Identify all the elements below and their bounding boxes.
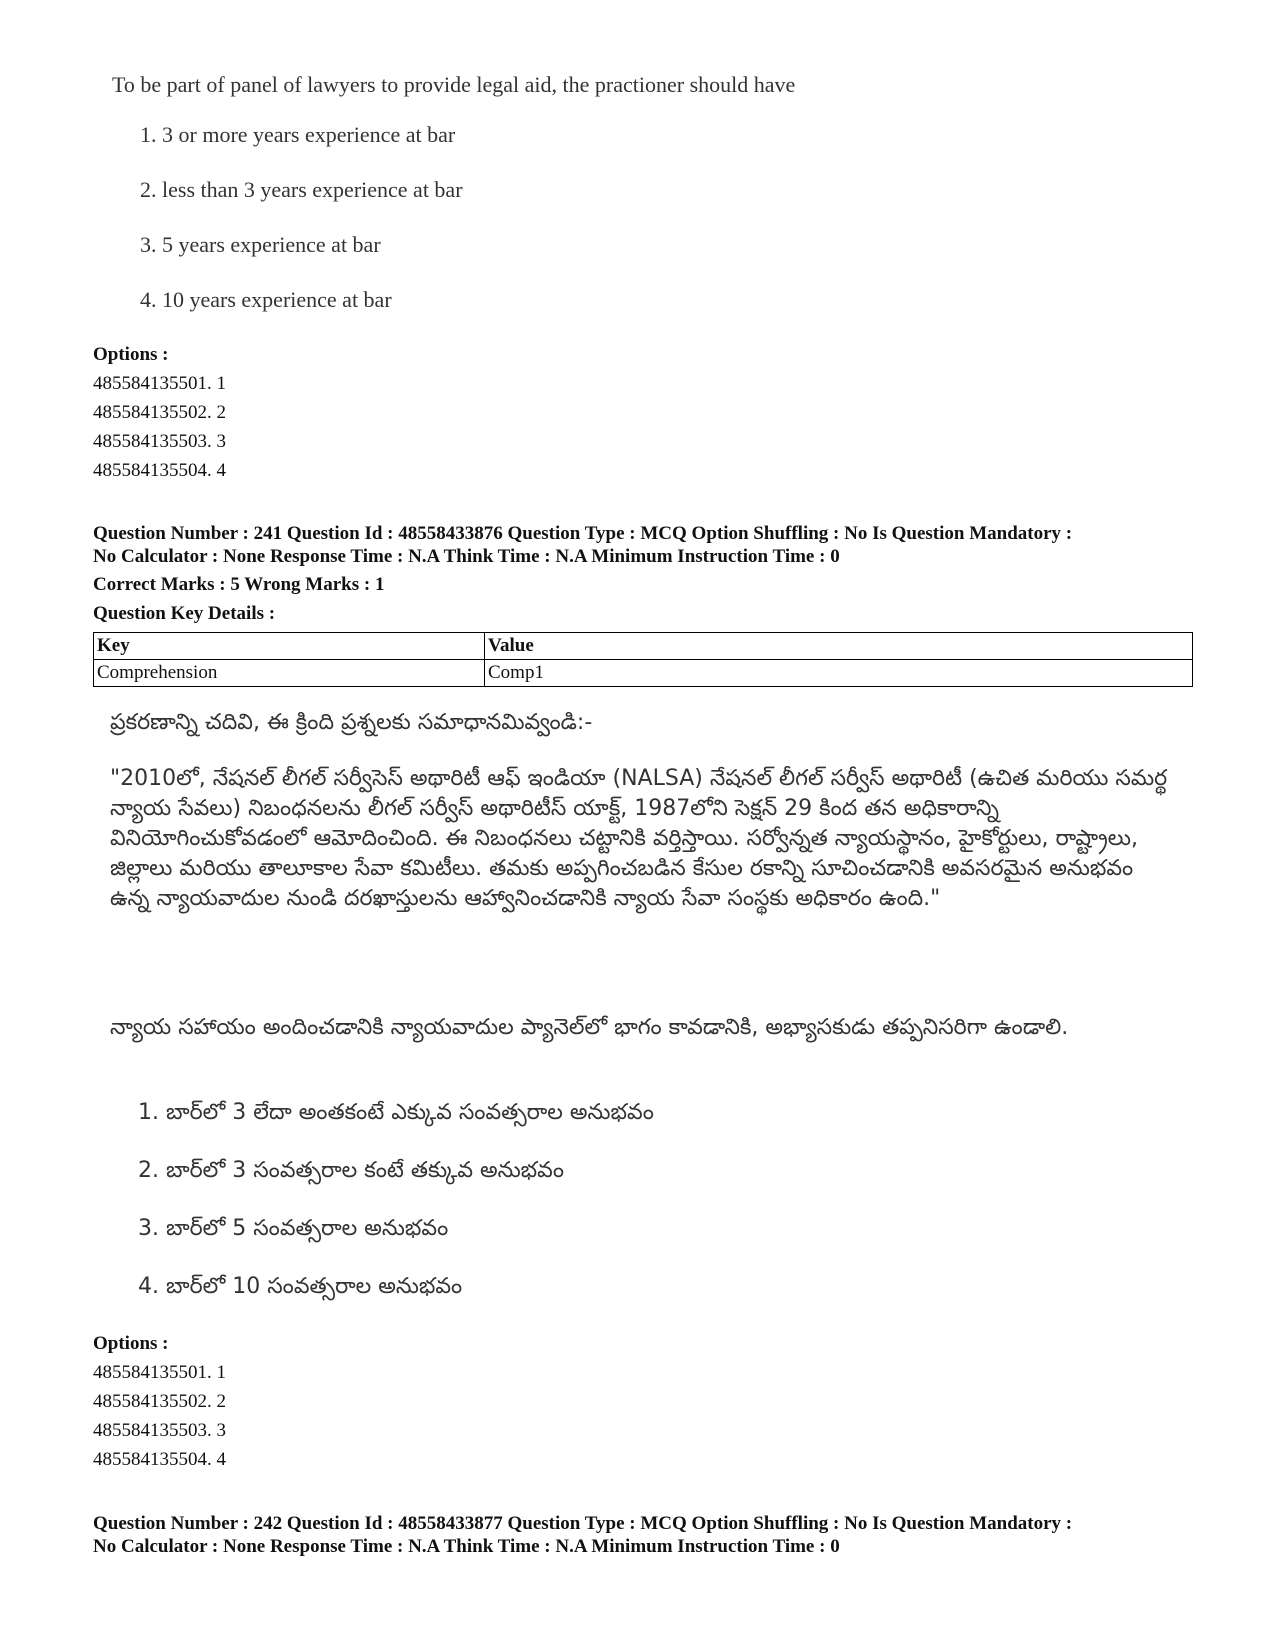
choice-list <box>112 122 795 313</box>
header-value-cell: Value <box>485 633 1193 660</box>
meta-line: Question Number : 241 Question Id : 48558433876 Question Type : MCQ Option Shuffling : No Is Question Mandatory : <box>93 523 1073 544</box>
option-item: 485584135501. 1 <box>93 1362 226 1383</box>
choice-item: 2. బార్‌లో 3 సంవత్సరాల కంటే తక్కువ అనుభవం <box>138 1158 564 1183</box>
option-item: 485584135503. 3 <box>93 431 226 452</box>
table-header-row <box>94 633 1193 660</box>
key-value-table <box>93 632 1193 687</box>
question-english <box>112 72 795 342</box>
choice-item: 4. బార్‌లో 10 సంవత్సరాల అనుభవం <box>138 1274 463 1299</box>
choice-item: 2. less than 3 years experience at bar <box>140 177 463 202</box>
meta-line: No Calculator : None Response Time : N.A Think Time : N.A Minimum Instruction Time : 0 <box>93 546 840 567</box>
key-details-heading: Question Key Details : <box>93 603 276 624</box>
option-item: 485584135502. 2 <box>93 1391 226 1412</box>
meta-line: No Calculator : None Response Time : N.A Think Time : N.A Minimum Instruction Time : 0 <box>93 1536 840 1557</box>
options-block <box>93 1329 226 1474</box>
telugu-question: న్యాయ సహాయం అందించడానికి న్యాయవాదుల ప్యానెల్‌లో భాగం కావడానికి, అభ్యాసకుడు తప్పనిసరిగా ఉండాలి. <box>110 1015 1069 1040</box>
option-item: 485584135502. 2 <box>93 402 226 423</box>
question-meta-241 <box>93 522 1203 625</box>
choice-item: 4. 10 years experience at bar <box>140 287 392 312</box>
meta-line: Question Number : 242 Question Id : 48558433877 Question Type : MCQ Option Shuffling : No Is Question Mandatory : <box>93 1513 1073 1534</box>
key-cell: Comprehension <box>94 660 485 687</box>
question-prompt: To be part of panel of lawyers to provide legal aid, the practioner should have <box>112 72 796 97</box>
option-item: 485584135503. 3 <box>93 1420 226 1441</box>
choice-item: 3. బార్‌లో 5 సంవత్సరాల అనుభవం <box>138 1216 449 1241</box>
option-item: 485584135504. 4 <box>93 1449 226 1470</box>
options-heading: Options : <box>93 344 169 365</box>
choice-item: 1. 3 or more years experience at bar <box>140 122 456 147</box>
table-row <box>94 660 1193 687</box>
header-key-cell: Key <box>94 633 485 660</box>
question-meta-242 <box>93 1512 1203 1558</box>
options-block <box>93 340 226 485</box>
option-item: 485584135501. 1 <box>93 373 226 394</box>
options-heading: Options : <box>93 1333 169 1354</box>
telugu-passage: "2010లో, నేషనల్ లీగల్ సర్వీసెస్ అథారిటీ ఆఫ్ ఇండియా (NALSA) నేషనల్ లీగల్ సర్వీస్ అథారిటీ (ఉచిత మరియు సమర్థ న్యాయ సేవలు) నిబంధనలను లీగల్ సర్వీస్ అథారిటీస్ యాక్ట్, 1987లోని సెక్షన్ 29 కింద తన అధికారాన్ని వినియోగించుకోవడంలో ఆమోదించింది. ఈ నిబంధనలు చట్టానికి వర్తిస్తాయి. సర్వోన్నత న్యాయస్థానం, హైకోర్టులు, రాష్ట్రాలు, జిల్లాలు మరియు తాలూకాల సేవా కమిటీలు. తమకు అప్పగించబడిన కేసుల రకాన్ని సూచించడానికి అవసరమైన అనుభవం ఉన్న న్యాయవాదుల నుండి దరఖాస్తులను ఆహ్వానించడానికి న్యాయ సేవా సంస్థకు అధికారం ఉంది." <box>110 766 1168 911</box>
value-cell: Comp1 <box>485 660 1193 687</box>
marks-line: Correct Marks : 5 Wrong Marks : 1 <box>93 574 385 595</box>
telugu-instruction: ప్రకరణాన్ని చదివి, ఈ క్రింది ప్రశ్నలకు సమాధానమివ్వండి:- <box>110 710 593 735</box>
choice-item: 1. బార్‌లో 3 లేదా అంతకంటే ఎక్కువ సంవత్సరాల అనుభవం <box>138 1100 654 1125</box>
option-item: 485584135504. 4 <box>93 460 226 481</box>
telugu-choice-list <box>138 1100 654 1332</box>
choice-item: 3. 5 years experience at bar <box>140 232 381 257</box>
